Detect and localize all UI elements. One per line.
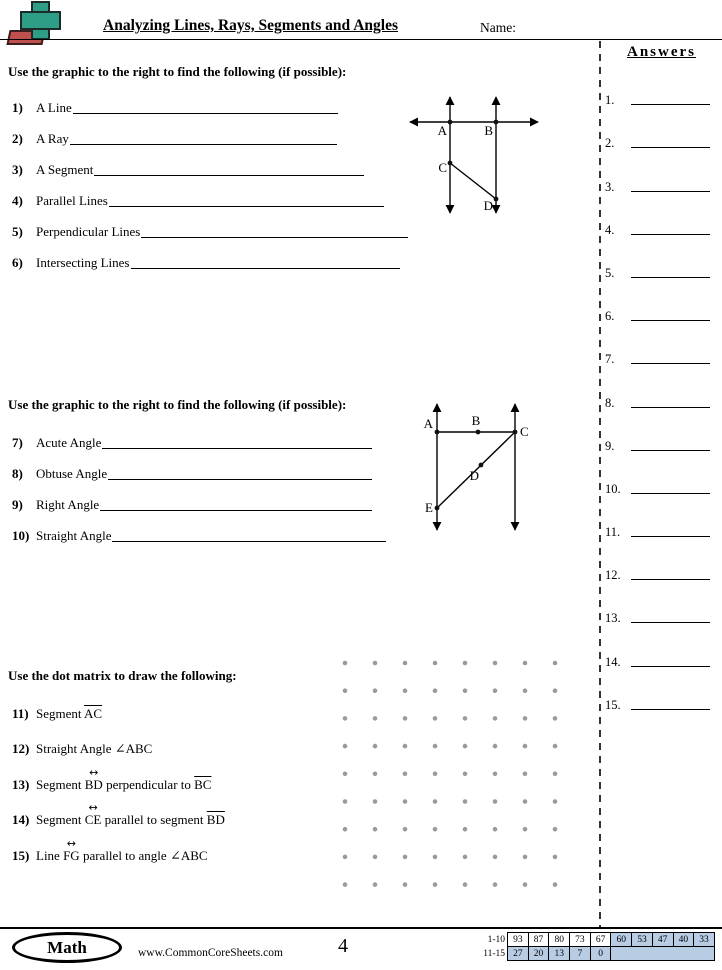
- question-number: 4): [12, 193, 23, 208]
- answer-blank[interactable]: [631, 186, 710, 192]
- section2-instruction: Use the graphic to the right to find the following (if possible):: [8, 397, 347, 412]
- question-row: [12, 451, 372, 482]
- point-b: [494, 120, 499, 125]
- question-text: Straight Angle ∠ABC: [36, 741, 153, 756]
- score-cell: 93: [507, 932, 529, 947]
- matrix-dot: [523, 661, 528, 666]
- answer-row: [603, 151, 720, 194]
- question-number: 12): [12, 741, 30, 756]
- question-row: [12, 240, 400, 271]
- brand-text: Math: [47, 937, 87, 957]
- question-number: 10): [12, 528, 30, 543]
- question-row: [12, 420, 372, 451]
- matrix-dot: [523, 799, 528, 804]
- matrix-dot: [463, 661, 468, 666]
- answers-list: [603, 65, 720, 713]
- matrix-dot: [523, 882, 528, 887]
- question-text: parallel to segment: [101, 812, 207, 827]
- point-c: [513, 430, 518, 435]
- answer-number: 11.: [605, 525, 621, 540]
- score-table: [478, 933, 715, 961]
- matrix-dot: [493, 827, 498, 832]
- matrix-dot: [493, 799, 498, 804]
- answer-number: 5.: [605, 265, 615, 280]
- point-c: [448, 161, 453, 166]
- answer-number: 15.: [605, 697, 621, 712]
- question-label: [36, 812, 225, 828]
- matrix-dot: [463, 716, 468, 721]
- score-cell-empty: [610, 946, 714, 961]
- question-row: [12, 85, 338, 116]
- matrix-dot: [553, 855, 558, 860]
- matrix-dot: [403, 855, 408, 860]
- question-number: 2): [12, 131, 23, 146]
- matrix-dot: [553, 716, 558, 721]
- matrix-dot: [403, 688, 408, 693]
- point-e: [435, 506, 440, 511]
- matrix-dot: [463, 799, 468, 804]
- score-cell: 7: [569, 946, 591, 961]
- matrix-dot: [433, 744, 438, 749]
- footer-rule: [0, 927, 722, 929]
- section3-instruction: Use the dot matrix to draw the following:: [8, 668, 237, 683]
- answer-row: [603, 583, 720, 626]
- matrix-dot: [373, 827, 378, 832]
- matrix-dot: [553, 799, 558, 804]
- matrix-dot: [463, 772, 468, 777]
- answer-number: 12.: [605, 568, 621, 583]
- question-label: [36, 706, 102, 722]
- question-label: Parallel Lines: [36, 193, 108, 208]
- answer-number: 1.: [605, 93, 615, 108]
- matrix-dot: [433, 716, 438, 721]
- answer-row: [603, 238, 720, 281]
- point-a: [435, 430, 440, 435]
- answer-row: [603, 367, 720, 410]
- matrix-dot: [433, 882, 438, 887]
- matrix-dot: [373, 716, 378, 721]
- answer-number: 6.: [605, 309, 615, 324]
- matrix-dot: [343, 827, 348, 832]
- answers-panel: [603, 44, 720, 713]
- question-text: parallel to angle ∠ABC: [79, 847, 208, 863]
- matrix-dot: [523, 744, 528, 749]
- matrix-dot: [433, 855, 438, 860]
- matrix-dot: [373, 661, 378, 666]
- question-label: Intersecting Lines: [36, 255, 130, 270]
- name-input-area[interactable]: [520, 20, 615, 37]
- score-cell: 47: [652, 932, 674, 947]
- question-blank[interactable]: [112, 536, 386, 542]
- matrix-dot: [373, 882, 378, 887]
- segment-cd: [450, 163, 496, 199]
- score-cell: 73: [569, 932, 591, 947]
- matrix-dot: [373, 744, 378, 749]
- question-label: Straight Angle: [36, 528, 112, 543]
- segment-notation: $\overline{AC}$: [84, 705, 103, 721]
- answer-blank[interactable]: [631, 142, 710, 148]
- answers-title: Answers: [627, 44, 696, 60]
- answer-number: 13.: [605, 611, 621, 626]
- section1-questions: [12, 85, 408, 271]
- matrix-dot: [523, 688, 528, 693]
- matrix-dot: [493, 688, 498, 693]
- matrix-dot: [493, 772, 498, 777]
- question-label: A Line: [36, 100, 72, 115]
- question-label: [36, 777, 211, 793]
- question-blank[interactable]: [109, 201, 384, 207]
- question-text: Segment: [36, 705, 85, 721]
- matrix-dot: [343, 688, 348, 693]
- dot-matrix-grid[interactable]: [340, 658, 560, 890]
- answer-row: [603, 324, 720, 367]
- point-d: [494, 197, 499, 202]
- matrix-dot: [343, 882, 348, 887]
- question-label: Obtuse Angle: [36, 466, 108, 481]
- answer-blank[interactable]: [631, 488, 710, 494]
- section1-instruction: Use the graphic to the right to find the following (if possible):: [8, 64, 347, 79]
- question-label: A Ray: [36, 131, 69, 146]
- matrix-dot: [553, 772, 558, 777]
- score-cell: 20: [528, 946, 550, 961]
- answer-blank[interactable]: [631, 617, 710, 623]
- question-number: 8): [12, 466, 23, 481]
- matrix-dot: [433, 799, 438, 804]
- score-row-label: 11-15: [483, 949, 505, 959]
- question-text: Segment: [36, 812, 85, 827]
- answer-row: [603, 497, 720, 540]
- matrix-dot: [403, 716, 408, 721]
- answer-number: 8.: [605, 395, 615, 410]
- figure-lines-rays-segments: [398, 86, 550, 226]
- matrix-dot: [553, 827, 558, 832]
- question-label: Acute Angle: [36, 435, 102, 450]
- question-label: Perpendicular Lines: [36, 224, 141, 239]
- question-number: 7): [12, 435, 23, 450]
- question-blank[interactable]: [94, 170, 364, 176]
- plus-center: [33, 13, 48, 28]
- question-blank[interactable]: [131, 263, 401, 269]
- score-cell: 27: [507, 946, 529, 961]
- question-blank[interactable]: [102, 443, 372, 449]
- matrix-dot: [343, 772, 348, 777]
- question-number: 13): [12, 776, 30, 792]
- answer-blank[interactable]: [631, 402, 710, 408]
- answer-row: [603, 670, 720, 713]
- matrix-dot: [433, 661, 438, 666]
- answer-number: 4.: [605, 222, 615, 237]
- matrix-dot: [373, 688, 378, 693]
- point-label-d: D: [483, 198, 493, 213]
- matrix-dot: [433, 827, 438, 832]
- answer-blank[interactable]: [631, 445, 710, 451]
- matrix-dot: [343, 744, 348, 749]
- question-row: [12, 209, 408, 240]
- matrix-dot: [493, 882, 498, 887]
- question-number: 11): [12, 705, 29, 721]
- point-a: [448, 120, 453, 125]
- score-cell: 40: [673, 932, 695, 947]
- matrix-dot: [403, 661, 408, 666]
- matrix-dot: [343, 716, 348, 721]
- matrix-dot: [403, 744, 408, 749]
- matrix-dot: [373, 772, 378, 777]
- answer-blank[interactable]: [631, 704, 710, 710]
- matrix-dot: [523, 827, 528, 832]
- answer-number: 10.: [605, 481, 621, 496]
- answer-blank[interactable]: [631, 661, 710, 667]
- matrix-dot: [433, 688, 438, 693]
- answer-number: 7.: [605, 352, 615, 367]
- answer-number: 9.: [605, 438, 615, 453]
- name-label: Name:: [480, 20, 516, 35]
- section2-questions: [12, 420, 386, 544]
- matrix-dot: [343, 661, 348, 666]
- question-label: [36, 741, 152, 757]
- score-cell: 80: [548, 932, 570, 947]
- matrix-dot: [493, 661, 498, 666]
- figure-angles: [408, 396, 553, 538]
- matrix-dot: [553, 882, 558, 887]
- answer-row: [603, 108, 720, 151]
- matrix-dot: [523, 855, 528, 860]
- question-text: Segment: [36, 776, 85, 792]
- matrix-dot: [373, 799, 378, 804]
- matrix-dot: [403, 772, 408, 777]
- question-row: [12, 147, 364, 178]
- line-notation: ↔ FG: [63, 848, 80, 864]
- score-cell: 53: [631, 932, 653, 947]
- point-label-a: A: [437, 123, 447, 138]
- answers-divider: [599, 41, 601, 928]
- answer-number: 2.: [605, 136, 615, 151]
- question-number: 15): [12, 847, 30, 863]
- score-cell: 13: [548, 946, 570, 961]
- matrix-dot: [463, 882, 468, 887]
- question-number: 9): [12, 497, 23, 512]
- question-number: 6): [12, 255, 23, 270]
- question-number: 14): [12, 812, 30, 827]
- line-notation: ↔ CE: [85, 812, 102, 828]
- question-label: Right Angle: [36, 497, 100, 512]
- point-label-c: C: [438, 160, 447, 175]
- point-d: [479, 463, 484, 468]
- question-blank[interactable]: [141, 232, 408, 238]
- matrix-dot: [343, 799, 348, 804]
- website-text: www.CommonCoreSheets.com: [138, 947, 283, 959]
- matrix-dot: [553, 688, 558, 693]
- question-blank[interactable]: [73, 108, 338, 114]
- point-b: [476, 430, 481, 435]
- question-text: Line: [36, 847, 64, 863]
- answer-number: 3.: [605, 179, 615, 194]
- question-number: 3): [12, 162, 23, 177]
- matrix-dot: [433, 772, 438, 777]
- answer-blank[interactable]: [631, 229, 710, 235]
- matrix-dot: [403, 799, 408, 804]
- answer-row: [603, 540, 720, 583]
- segment-notation: $\overline{BC}$: [194, 776, 212, 792]
- question-row: [12, 178, 384, 209]
- matrix-dot: [463, 855, 468, 860]
- brand-logo: [12, 932, 122, 963]
- worksheet-title: Analyzing Lines, Rays, Segments and Angles: [103, 17, 398, 34]
- matrix-dot: [463, 688, 468, 693]
- answer-row: [603, 195, 720, 238]
- answer-blank[interactable]: [631, 99, 710, 105]
- line-notation: ↔ BD: [85, 777, 103, 793]
- matrix-dot: [493, 744, 498, 749]
- matrix-dot: [523, 716, 528, 721]
- question-row: [12, 482, 372, 513]
- matrix-dot: [343, 855, 348, 860]
- matrix-dot: [553, 661, 558, 666]
- point-label-e: E: [425, 500, 433, 515]
- point-label-b: B: [471, 413, 481, 428]
- answer-number: 14.: [605, 654, 621, 669]
- answer-blank[interactable]: [631, 358, 710, 364]
- segment-notation: $\overline{BD}$: [206, 812, 225, 827]
- answer-blank[interactable]: [631, 574, 710, 580]
- question-number: 1): [12, 100, 23, 115]
- answer-row: [603, 454, 720, 497]
- score-cell: 0: [590, 946, 612, 961]
- matrix-dot: [493, 855, 498, 860]
- matrix-dot: [523, 772, 528, 777]
- matrix-dot: [553, 744, 558, 749]
- matrix-dot: [463, 744, 468, 749]
- answer-row: [603, 626, 720, 669]
- matrix-dot: [373, 855, 378, 860]
- point-label-a: A: [423, 416, 433, 431]
- question-label: A Segment: [36, 162, 94, 177]
- matrix-dot: [463, 827, 468, 832]
- answer-blank[interactable]: [631, 272, 710, 278]
- score-cell: 33: [693, 932, 715, 947]
- score-cell: 67: [590, 932, 612, 947]
- answer-blank[interactable]: [631, 315, 710, 321]
- point-label-c: C: [520, 424, 529, 439]
- question-blank[interactable]: [70, 139, 337, 145]
- answer-row: [603, 411, 720, 454]
- answer-blank[interactable]: [631, 531, 710, 537]
- question-number: 5): [12, 224, 23, 239]
- point-label-b: B: [484, 123, 493, 138]
- question-text: perpendicular to: [102, 776, 195, 792]
- score-row-label: 1-10: [487, 935, 505, 945]
- header-rule: [0, 39, 722, 40]
- score-cell: 60: [610, 932, 632, 947]
- question-blank[interactable]: [108, 474, 372, 480]
- page-number: 4: [338, 935, 348, 957]
- question-row: [12, 513, 386, 544]
- point-label-d: D: [469, 468, 479, 483]
- matrix-dot: [403, 827, 408, 832]
- question-row: [12, 116, 337, 147]
- matrix-dot: [493, 716, 498, 721]
- answer-row: [603, 281, 720, 324]
- answer-row: [603, 65, 720, 108]
- score-cell: 87: [528, 932, 550, 947]
- question-label: [36, 848, 208, 864]
- question-blank[interactable]: [100, 505, 372, 511]
- matrix-dot: [403, 882, 408, 887]
